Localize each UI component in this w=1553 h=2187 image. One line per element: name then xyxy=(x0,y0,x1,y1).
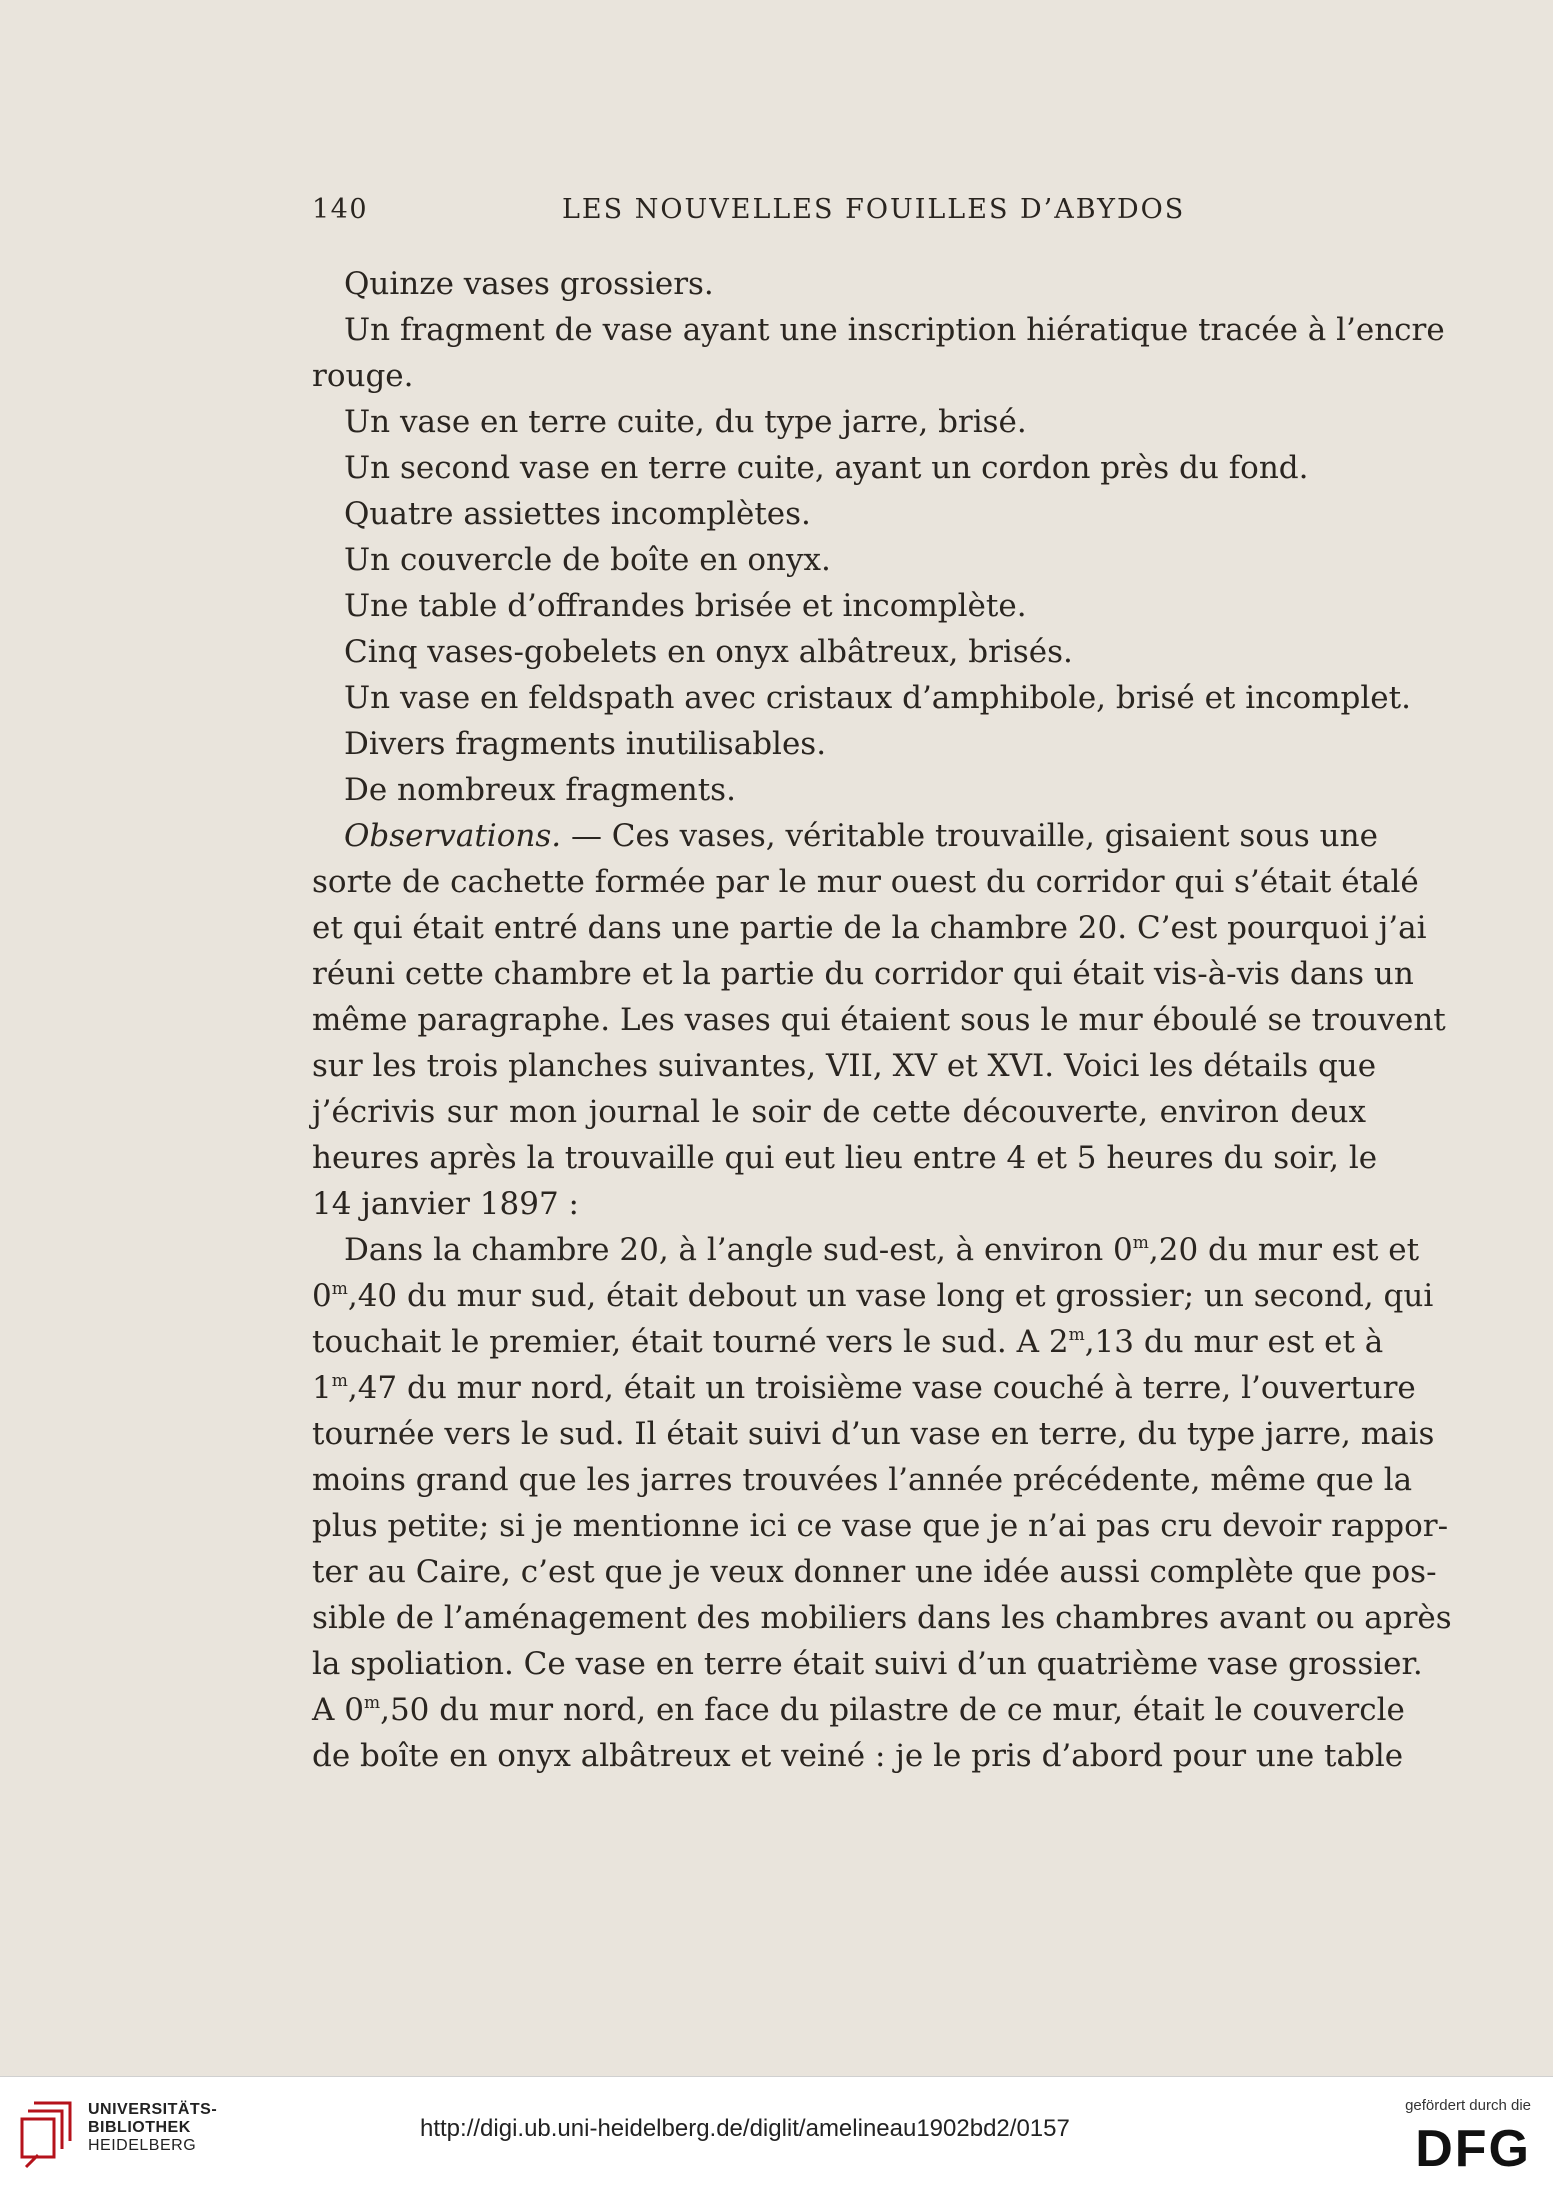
text-line: la spoliation. Ce vase en terre était suivi d’un quatrième vase grossier. xyxy=(312,1646,1423,1682)
text-line: sur les trois planches suivantes, VII, XV et XVI. Voici les détails que xyxy=(312,1048,1377,1084)
text-run: ,47 du mur nord, était un troisième vase couché à terre, l’ouverture xyxy=(347,1370,1416,1406)
library-name-line: UNIVERSITÄTS- xyxy=(88,2101,218,2118)
viewer-footer xyxy=(0,2076,1553,2187)
library-name-line: BIBLIOTHEK xyxy=(88,2119,191,2136)
text-run: Dans la chambre 20, à l’angle sud-est, à environ 0 xyxy=(344,1232,1133,1268)
text-line: heures après la trouvaille qui eut lieu entre 4 et 5 heures du soir, le xyxy=(312,1140,1378,1176)
text-line xyxy=(312,1365,1416,1411)
page-header xyxy=(312,194,1362,230)
text-run: 0 xyxy=(312,1278,332,1314)
text-line: Un fragment de vase ayant une inscription hiératique tracée à l’encre xyxy=(344,312,1445,348)
text-line: Un vase en terre cuite, du type jarre, brisé. xyxy=(344,404,1027,440)
text-run: ,13 du mur est et à xyxy=(1084,1324,1384,1360)
text-run: 1 xyxy=(312,1370,332,1406)
text-line: Un second vase en terre cuite, ayant un cordon près du fond. xyxy=(344,450,1309,486)
unit-superscript: m xyxy=(1132,1232,1149,1253)
text-run: ,50 du mur nord, en face du pilastre de ce mur, était le couvercle xyxy=(380,1692,1405,1728)
text-line: et qui était entré dans une partie de la chambre 20. C’est pourquoi j’ai xyxy=(312,910,1427,946)
observations-label: Observations. xyxy=(344,818,562,854)
text-line: Une table d’offrandes brisée et incomplète. xyxy=(344,588,1027,624)
text-line: réuni cette chambre et la partie du corridor qui était vis-à-vis dans un xyxy=(312,956,1414,992)
unit-superscript: m xyxy=(363,1692,381,1713)
text-line: j’écrivis sur mon journal le soir de cette découverte, environ deux xyxy=(312,1094,1366,1130)
text-line: sible de l’aménagement des mobiliers dans les chambres avant ou après xyxy=(312,1600,1452,1636)
text-line xyxy=(312,1687,1405,1733)
permalink-url[interactable]: http://digi.ub.uni-heidelberg.de/diglit/amelineau1902bd2/0157 xyxy=(420,2115,1070,2142)
text-run: — Ces vases, véritable trouvaille, gisaient sous une xyxy=(570,818,1378,854)
unit-superscript: m xyxy=(1068,1324,1085,1345)
text-line: Un vase en feldspath avec cristaux d’amphibole, brisé et incomplet. xyxy=(344,680,1411,716)
text-line: Quatre assiettes incomplètes. xyxy=(344,496,811,532)
text-run: ,40 du mur sud, était debout un vase long et grossier; un second, qui xyxy=(347,1278,1434,1314)
page-number: 140 xyxy=(312,194,369,225)
text-line: plus petite; si je mentionne ici ce vase que je n’ai pas cru devoir rappor- xyxy=(312,1508,1449,1544)
text-line xyxy=(312,813,1378,859)
funded-by-label: gefördert durch die xyxy=(1405,2097,1531,2114)
text-line: Cinq vases-gobelets en onyx albâtreux, brisés. xyxy=(344,634,1073,670)
text-line: ter au Caire, c’est que je veux donner une idée aussi complète que pos- xyxy=(312,1554,1437,1590)
text-line xyxy=(312,1319,1384,1365)
unit-superscript: m xyxy=(331,1370,348,1391)
text-line: même paragraphe. Les vases qui étaient sous le mur éboulé se trouvent xyxy=(312,1002,1446,1038)
text-line xyxy=(312,1273,1434,1319)
text-run: touchait le premier, était tourné vers le sud. A 2 xyxy=(312,1324,1069,1360)
text-line: Quinze vases grossiers. xyxy=(344,266,714,302)
text-line: rouge. xyxy=(312,358,414,394)
library-name-line: HEIDELBERG xyxy=(88,2137,197,2154)
library-logo-icon xyxy=(20,2097,80,2173)
text-line xyxy=(312,1227,1420,1273)
text-line: 14 janvier 1897 : xyxy=(312,1186,579,1222)
text-line: Un couvercle de boîte en onyx. xyxy=(344,542,831,578)
running-title: LES NOUVELLES FOUILLES D’ABYDOS xyxy=(562,194,1186,225)
text-line: de boîte en onyx albâtreux et veiné : je le pris d’abord pour une table xyxy=(312,1738,1404,1774)
dfg-logo: DFG xyxy=(1415,2120,1531,2178)
text-line: tournée vers le sud. Il était suivi d’un vase en terre, du type jarre, mais xyxy=(312,1416,1435,1452)
text-line: De nombreux fragments. xyxy=(344,772,736,808)
text-line: sorte de cachette formée par le mur ouest du corridor qui s’était étalé xyxy=(312,864,1419,900)
text-run: ,20 du mur est et xyxy=(1148,1232,1420,1268)
library-name xyxy=(88,2101,217,2155)
unit-superscript: m xyxy=(331,1278,348,1299)
text-line: Divers fragments inutilisables. xyxy=(344,726,827,762)
text-line: moins grand que les jarres trouvées l’année précédente, même que la xyxy=(312,1462,1413,1498)
text-run: A 0 xyxy=(312,1692,364,1728)
